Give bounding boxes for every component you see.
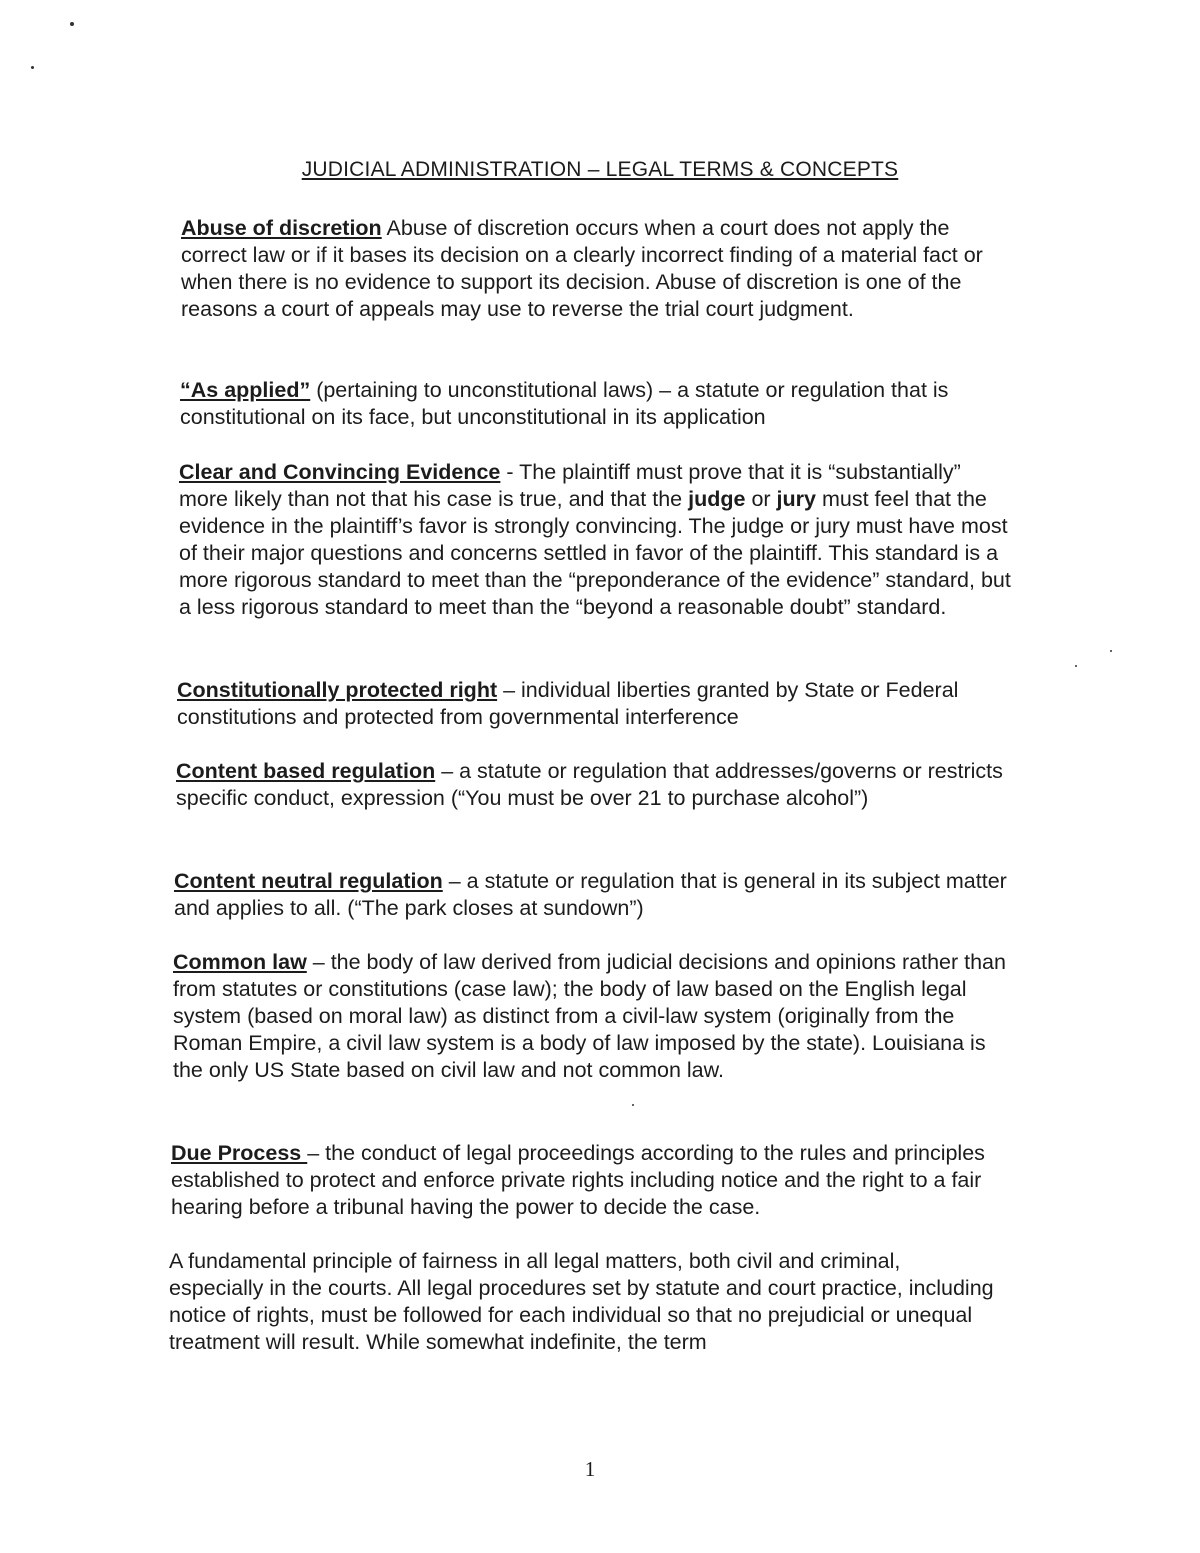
body-paragraph: A fundamental principle of fairness in all legal matters, both civil and criminal, especially in the courts. All legal procedures set by statute and court practice, including notice of rights, must be followed for each individual so that no prejudicial or unequal treatment will result. While somewhat indefinite, the term [169,1249,994,1354]
definition-text: – individual liberties granted by State or Federal constitutions and protected from governmental interference [177,678,959,729]
bold-word-jury: jury [776,487,816,511]
entry-common-law [173,949,1013,1084]
term-as-applied: “As applied” [180,378,311,402]
definition-text: or [745,487,777,511]
scan-speck [31,66,34,69]
term-constitutionally-protected-right: Constitutionally protected right [177,678,498,702]
scan-speck [1110,650,1112,652]
definition-text: - The plaintiff must prove that it is “substantially” more likely than not that his case is true, and that the [179,460,961,511]
scan-speck [1075,665,1077,667]
entry-as-applied [180,377,1020,431]
term-content-based-regulation: Content based regulation [176,759,436,783]
definition-text: – the conduct of legal proceedings according to the rules and principles established to protect and enforce private rights including notice and the right to a fair hearing before a tribunal having the power to decide the case. [171,1141,985,1219]
definition-text: Abuse of discretion occurs when a court does not apply the correct law or if it bases its decision on a clearly incorrect finding of a material fact or when there is no evidence to support its decision. Abuse of discretion is one of the reasons a court of appeals may use to reverse the trial court judgment. [181,216,983,321]
entry-content-neutral-regulation [174,868,1024,922]
definition-text: – a statute or regulation that addresses/governs or restricts specific conduct, expression (“You must be over 21 to purchase alcohol”) [176,759,1003,810]
term-common-law: Common law [173,950,307,974]
entry-constitutionally-protected-right [177,677,1007,731]
entry-abuse-of-discretion [181,215,1021,323]
term-abuse-of-discretion: Abuse of discretion [181,216,382,240]
term-due-process: Due Process [171,1141,308,1165]
document-title: JUDICIAL ADMINISTRATION – LEGAL TERMS & CONCEPTS [301,158,899,181]
term-content-neutral-regulation: Content neutral regulation [174,869,443,893]
entry-clear-and-convincing-evidence [179,459,1011,621]
entry-content-based-regulation [176,758,1006,812]
definition-text: – the body of law derived from judicial decisions and opinions rather than from statutes or constitutions (case law); the body of law based on the English legal system (based on moral law) as distinct from a civil-law system (originally from the Roman Empire, a civil law system is a body of law imposed by the state). Louisiana is the only US State based on civil law and not common law. [173,950,1006,1082]
page-number: 1 [584,1457,596,1481]
scan-speck [632,1104,634,1106]
definition-text: must feel that the evidence in the plaintiff’s favor is strongly convincing. The judge or jury must have most of their major questions and concerns settled in favor of the plaintiff. This standard is a more rigorous standard to meet than the “preponderance of the evidence” standard, but a less rigorous standard to meet than the “beyond a reasonable doubt” standard. [179,487,1011,619]
term-clear-and-convincing-evidence: Clear and Convincing Evidence [179,460,501,484]
definition-text: (pertaining to unconstitutional laws) – a statute or regulation that is constitutional on its face, but unconstitutional in its application [180,378,949,429]
bold-word-judge: judge [688,487,746,511]
scan-speck [70,22,74,26]
entry-due-process [171,1140,1001,1221]
definition-text: – a statute or regulation that is general in its subject matter and applies to all. (“The park closes at sundown”) [174,869,1007,920]
